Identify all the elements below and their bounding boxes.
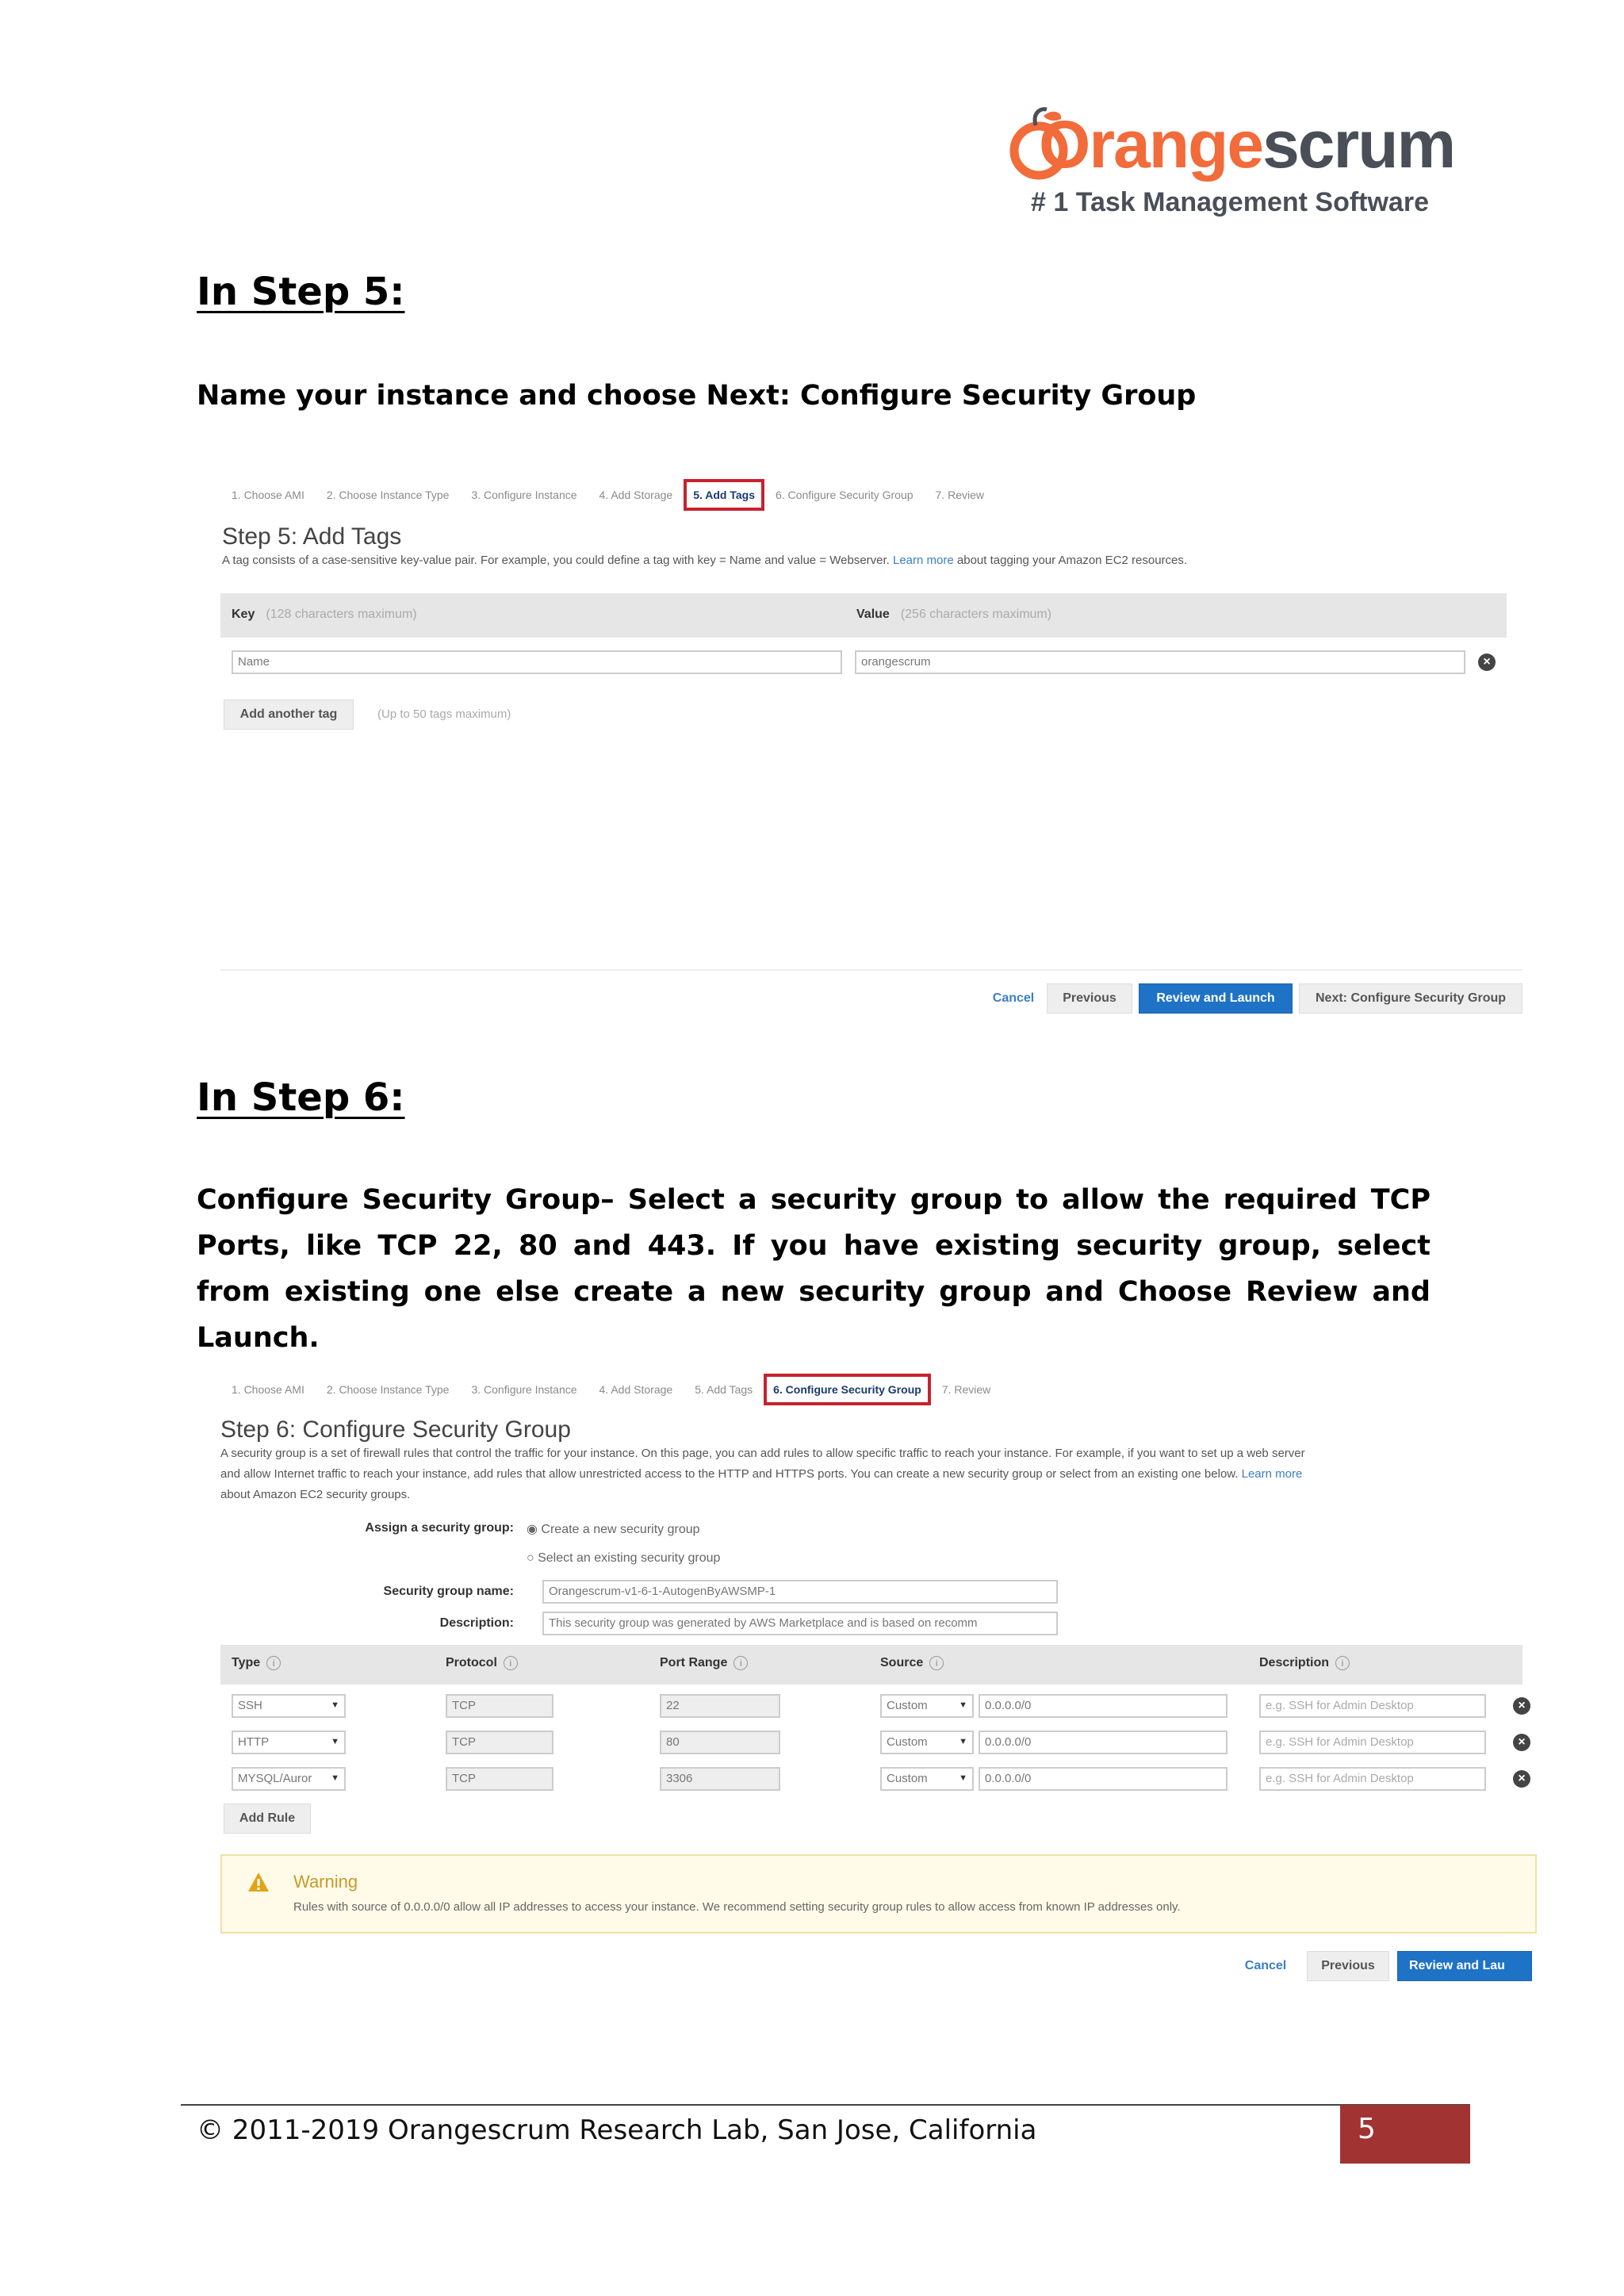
remove-tag-icon[interactable]: ×	[1478, 654, 1496, 671]
value-column-header: Value (256 characters maximum)	[856, 608, 1052, 621]
rule-port-field: 3306	[660, 1767, 780, 1791]
step6-instruction: Configure Security Group– Select a security group to allow the required TCP Ports, like TCP 22, 80 and 443. If you have existing security group, select from existing one else create a new security group and Choose Review and Launch.	[197, 1184, 1431, 1354]
step6-tab-7[interactable]: 7. Review	[941, 1383, 991, 1396]
step6-cancel-button[interactable]: Cancel	[1244, 1959, 1287, 1972]
logo-wordmark: Orangescrum	[1039, 107, 1455, 182]
rule-type-select[interactable]: MYSQL/Auror ▼	[232, 1767, 346, 1791]
remove-rule-icon[interactable]: ×	[1513, 1697, 1530, 1715]
step6-previous-button[interactable]: Previous	[1307, 1951, 1389, 1981]
warning-text: Rules with source of 0.0.0.0/0 allow all IP addresses to access your instance. We recommend setting security group rules to allow access from known IP addresses only.	[293, 1900, 1181, 1914]
sg-name-input[interactable]: Orangescrum-v1-6-1-AutogenByAWSMP-1	[542, 1580, 1058, 1604]
rule-type-select[interactable]: SSH ▼	[232, 1694, 346, 1718]
step5-tab-5-active[interactable]: 5. Add Tags	[684, 479, 764, 511]
rule-source-select[interactable]: Custom ▼	[880, 1731, 974, 1754]
assign-sg-label: Assign a security group:	[365, 1521, 514, 1535]
rule-port-field: 22	[660, 1694, 780, 1718]
create-new-sg-radio[interactable]: ◉ Create a new security group	[527, 1523, 700, 1536]
footer-copyright: © 2011-2019 Orangescrum Research Lab, San Jose, California	[197, 2114, 1037, 2146]
info-icon: i	[266, 1656, 281, 1670]
step5-tab-3[interactable]: 3. Configure Instance	[471, 489, 577, 501]
step5-tab-6[interactable]: 6. Configure Security Group	[775, 489, 914, 501]
rules-table-header	[220, 1645, 1522, 1685]
step5-cancel-button[interactable]: Cancel	[992, 991, 1035, 1005]
step5-wizard-tabs	[220, 479, 995, 511]
tag-key-input[interactable]: Name	[232, 650, 842, 674]
rule-protocol-field: TCP	[446, 1694, 553, 1718]
step5-screenshot	[220, 470, 1522, 1025]
info-icon: i	[733, 1656, 748, 1670]
select-existing-sg-radio[interactable]: ○ Select an existing security group	[527, 1551, 721, 1565]
step6-tab-2[interactable]: 2. Choose Instance Type	[326, 1383, 450, 1396]
protocol-column-header: Protocol i	[446, 1656, 518, 1670]
info-icon: i	[929, 1656, 944, 1670]
warning-title: Warning	[293, 1872, 358, 1892]
rule-type-select[interactable]: HTTP ▼	[232, 1731, 346, 1754]
source-column-header: Source i	[880, 1656, 944, 1670]
key-column-header: Key (128 characters maximum)	[232, 608, 417, 621]
step5-instruction: Name your instance and choose Next: Configure Security Group	[197, 380, 1197, 412]
add-rule-button[interactable]: Add Rule	[224, 1803, 311, 1834]
step6-tab-1[interactable]: 1. Choose AMI	[232, 1383, 304, 1396]
step6-shot-title: Step 6: Configure Security Group	[220, 1416, 571, 1443]
rule-source-select[interactable]: Custom ▼	[880, 1767, 974, 1791]
step5-tab-4[interactable]: 4. Add Storage	[599, 489, 673, 501]
rule-protocol-field: TCP	[446, 1767, 553, 1791]
step5-heading: In Step 5:	[197, 270, 405, 314]
rule-cidr-input[interactable]: 0.0.0.0/0	[979, 1694, 1228, 1718]
step5-shot-title: Step 5: Add Tags	[222, 523, 402, 550]
logo-tagline: # 1 Task Management Software	[1031, 187, 1429, 217]
add-tag-hint: (Up to 50 tags maximum)	[377, 707, 511, 721]
footer-rule	[181, 2104, 1470, 2106]
rule-description-input[interactable]: e.g. SSH for Admin Desktop	[1259, 1694, 1486, 1718]
step6-heading: In Step 6:	[197, 1075, 405, 1120]
add-another-tag-button[interactable]: Add another tag	[224, 700, 354, 730]
remove-rule-icon[interactable]: ×	[1513, 1734, 1530, 1751]
step5-tab-1[interactable]: 1. Choose AMI	[232, 489, 304, 501]
step6-screenshot	[220, 1364, 1526, 1991]
step6-shot-description: A security group is a set of firewall rules that control the traffic for your instance. On this page, you can add rules to allow specific traffic to reach your instance. For example, if you want to set up a web server and allow Internet traffic to reach your instance, add rules that allow unrestricted access to the HTTP and HTTPS ports. You can create a new security group or select from an existing one below. Learn more about Amazon EC2 security groups.	[220, 1447, 1305, 1501]
step5-review-launch-button[interactable]: Review and Launch	[1139, 983, 1293, 1014]
footer-divider	[220, 969, 1522, 971]
rule-cidr-input[interactable]: 0.0.0.0/0	[979, 1731, 1228, 1754]
tags-table-header	[220, 593, 1507, 638]
next-configure-security-group-button[interactable]: Next: Configure Security Group	[1299, 983, 1522, 1014]
remove-rule-icon[interactable]: ×	[1513, 1770, 1530, 1788]
rule-description-input[interactable]: e.g. SSH for Admin Desktop	[1259, 1767, 1486, 1791]
step5-previous-button[interactable]: Previous	[1047, 983, 1132, 1014]
info-icon: i	[504, 1656, 518, 1670]
description-column-header: Description i	[1259, 1656, 1350, 1670]
rule-cidr-input[interactable]: 0.0.0.0/0	[979, 1767, 1228, 1791]
rule-description-input[interactable]: e.g. SSH for Admin Desktop	[1259, 1731, 1486, 1754]
learn-more-link[interactable]: Learn more	[893, 554, 954, 567]
port-range-column-header: Port Range i	[660, 1656, 748, 1670]
step6-tab-4[interactable]: 4. Add Storage	[599, 1383, 673, 1396]
page-number-badge: 5	[1340, 2105, 1470, 2164]
warning-box	[220, 1854, 1537, 1934]
step6-tab-5[interactable]: 5. Add Tags	[695, 1383, 753, 1396]
type-column-header: Type i	[232, 1656, 281, 1670]
sg-description-label: Description:	[439, 1616, 514, 1630]
rule-port-field: 80	[660, 1731, 780, 1754]
learn-more-link[interactable]: Learn more	[1241, 1467, 1303, 1481]
rule-protocol-field: TCP	[446, 1731, 553, 1754]
step5-tab-7[interactable]: 7. Review	[935, 489, 984, 501]
warning-icon	[247, 1872, 270, 1892]
step6-tab-3[interactable]: 3. Configure Instance	[471, 1383, 577, 1396]
orangescrum-logo	[1009, 97, 1455, 224]
step6-tab-6-active[interactable]: 6. Configure Security Group	[764, 1374, 931, 1405]
sg-name-label: Security group name:	[383, 1585, 514, 1598]
tag-value-input[interactable]: orangescrum	[855, 650, 1465, 674]
rule-source-select[interactable]: Custom ▼	[880, 1694, 974, 1718]
step6-review-launch-button[interactable]: Review and Lau	[1397, 1951, 1532, 1981]
step6-wizard-tabs	[220, 1374, 1002, 1405]
info-icon: i	[1335, 1656, 1350, 1670]
sg-description-input[interactable]: This security group was generated by AWS Marketplace and is based on recomm	[542, 1612, 1058, 1635]
step5-shot-description: A tag consists of a case-sensitive key-value pair. For example, you could define a tag with key = Name and value = Webserver. Learn more about tagging your Amazon EC2 resources.	[222, 554, 1188, 567]
step5-tab-2[interactable]: 2. Choose Instance Type	[326, 489, 450, 501]
